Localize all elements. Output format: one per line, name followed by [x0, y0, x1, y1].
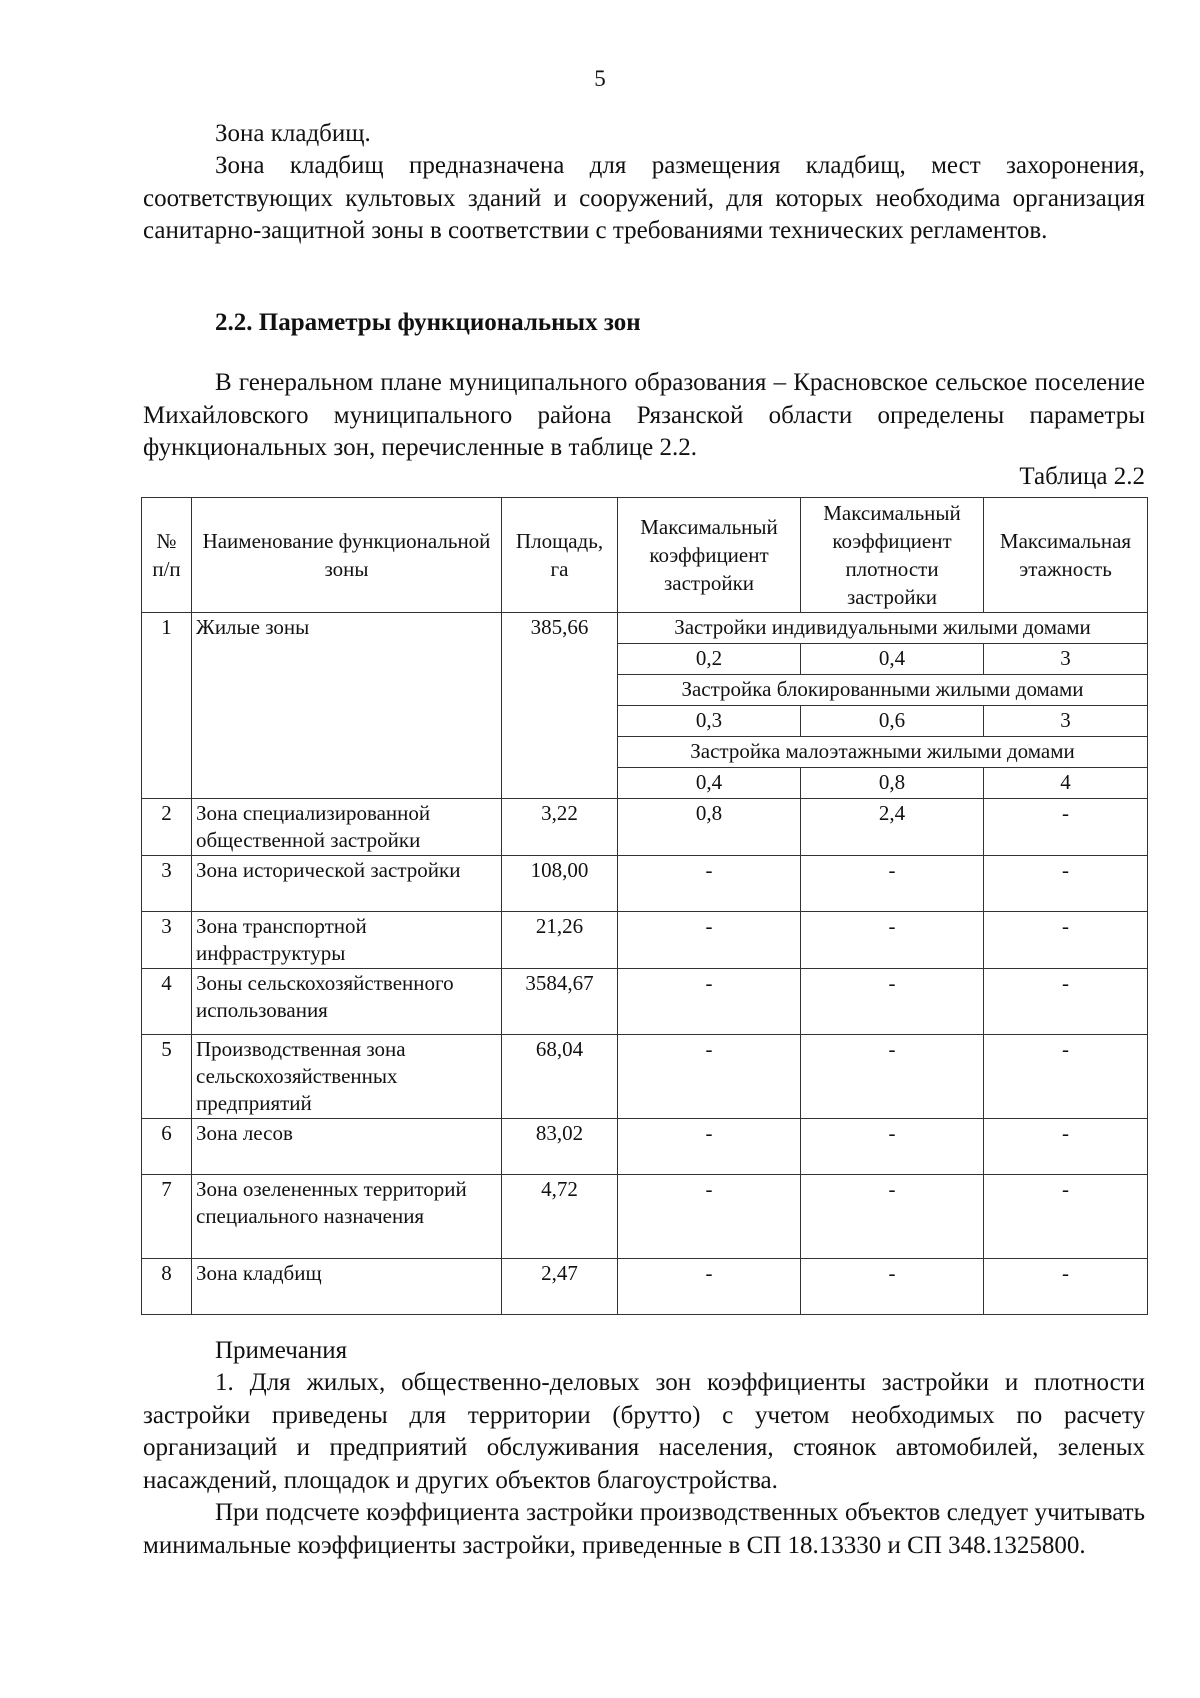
row-coef: 0,4 — [618, 768, 801, 799]
note-1: 1. Для жилых, общественно-деловых зон коэффициенты застройки и плотности застройки приведены для территории (брутто) с учетом необходимых по расчету организаций и предприятий обслуживания населения, стоянок автомобилей, зеленых насаждений, площадок и других объектов благоустройства. — [143, 1369, 1145, 1494]
row-name: Зона транспортной инфраструктуры — [192, 912, 502, 969]
row-area: 83,02 — [502, 1119, 618, 1175]
table-row — [142, 799, 1148, 856]
row-coef: 0,8 — [618, 799, 801, 856]
header-max-coef: Максимальный коэффициент застройки — [618, 498, 801, 613]
table-row — [142, 912, 1148, 969]
row-density: - — [801, 856, 984, 912]
row-floors: - — [984, 856, 1148, 912]
row-name: Зоны сельскохозяйственного использования — [192, 969, 502, 1035]
header-max-density: Максимальный коэффициент плотности застройки — [801, 498, 984, 613]
row-name: Жилые зоны — [192, 613, 502, 799]
row-floors: - — [984, 799, 1148, 856]
row-coef: - — [618, 856, 801, 912]
row-coef: - — [618, 912, 801, 969]
row-name: Зона исторической застройки — [192, 856, 502, 912]
row-area: 108,00 — [502, 856, 618, 912]
row-coef: 0,2 — [618, 644, 801, 675]
row-density: - — [801, 912, 984, 969]
row-density: 0,8 — [801, 768, 984, 799]
row-floors: - — [984, 969, 1148, 1035]
table-row — [142, 969, 1148, 1035]
zone-title: Зона кладбищ. — [215, 120, 371, 147]
row-name: Зона специализированной общественной застройки — [192, 799, 502, 856]
row-num: 4 — [142, 969, 192, 1035]
row-name: Зона кладбищ — [192, 1259, 502, 1315]
row-area: 2,47 — [502, 1259, 618, 1315]
row-area: 3584,67 — [502, 969, 618, 1035]
row-density: - — [801, 969, 984, 1035]
table-row — [142, 1035, 1148, 1119]
zone-description: Зона кладбищ предназначена для размещения кладбищ, мест захоронения, соответствующих культовых зданий и сооружений, для которых необходима организация санитарно-защитной зоны в соответствии с требованиями технических регламентов. — [143, 152, 1145, 244]
row-name: Зона озелененных территорий специального назначения — [192, 1175, 502, 1259]
table-header-row — [142, 498, 1148, 613]
row-floors: 3 — [984, 644, 1148, 675]
table-caption: Таблица 2.2 — [1019, 463, 1145, 490]
row-coef: - — [618, 969, 801, 1035]
row-coef: 0,3 — [618, 706, 801, 737]
row-area: 385,66 — [502, 613, 618, 799]
notes-title: Примечания — [215, 1337, 348, 1364]
table-row — [142, 856, 1148, 912]
row-num: 3 — [142, 856, 192, 912]
row-num: 1 — [142, 613, 192, 799]
row-coef: - — [618, 1035, 801, 1119]
subzone-type: Застройка малоэтажными жилыми домами — [618, 737, 1148, 768]
row-num: 3 — [142, 912, 192, 969]
row-density: - — [801, 1035, 984, 1119]
row-floors: - — [984, 1119, 1148, 1175]
row-name: Производственная зона сельскохозяйственных предприятий — [192, 1035, 502, 1119]
row-area: 4,72 — [502, 1175, 618, 1259]
table-row — [142, 1175, 1148, 1259]
table-row — [142, 1119, 1148, 1175]
header-max-floors: Максимальная этажность — [984, 498, 1148, 613]
section-heading: 2.2. Параметры функциональных зон — [215, 309, 641, 336]
row-num: 6 — [142, 1119, 192, 1175]
row-area: 21,26 — [502, 912, 618, 969]
table-row — [142, 613, 1148, 644]
row-num: 5 — [142, 1035, 192, 1119]
row-num: 8 — [142, 1259, 192, 1315]
row-coef: - — [618, 1175, 801, 1259]
row-density: - — [801, 1119, 984, 1175]
page-number: 5 — [594, 66, 606, 91]
table-row — [142, 1259, 1148, 1315]
row-coef: - — [618, 1259, 801, 1315]
row-density: 0,4 — [801, 644, 984, 675]
header-name: Наименование функциональной зоны — [192, 498, 502, 613]
row-floors: - — [984, 1259, 1148, 1315]
header-num: № п/п — [142, 498, 192, 613]
section-paragraph: В генеральном плане муниципального образования – Красновское сельское поселение Михайловского муниципального района Рязанской области определены параметры функциональных зон, перечисленные в таблице 2.2. — [143, 369, 1145, 461]
row-num: 2 — [142, 799, 192, 856]
subzone-type: Застройка блокированными жилыми домами — [618, 675, 1148, 706]
row-area: 3,22 — [502, 799, 618, 856]
row-coef: - — [618, 1119, 801, 1175]
subzone-type: Застройки индивидуальными жилыми домами — [618, 613, 1148, 644]
header-area: Площадь, га — [502, 498, 618, 613]
row-density: 2,4 — [801, 799, 984, 856]
row-floors: - — [984, 1035, 1148, 1119]
row-density: - — [801, 1175, 984, 1259]
note-2: При подсчете коэффициента застройки производственных объектов следует учитывать минимальные коэффициенты застройки, приведенные в СП 18.13330 и СП 348.1325800. — [143, 1499, 1145, 1559]
row-floors: - — [984, 912, 1148, 969]
row-name: Зона лесов — [192, 1119, 502, 1175]
row-floors: 4 — [984, 768, 1148, 799]
row-density: - — [801, 1259, 984, 1315]
row-floors: - — [984, 1175, 1148, 1259]
zones-table — [141, 497, 1148, 1315]
row-num: 7 — [142, 1175, 192, 1259]
row-area: 68,04 — [502, 1035, 618, 1119]
row-floors: 3 — [984, 706, 1148, 737]
row-density: 0,6 — [801, 706, 984, 737]
